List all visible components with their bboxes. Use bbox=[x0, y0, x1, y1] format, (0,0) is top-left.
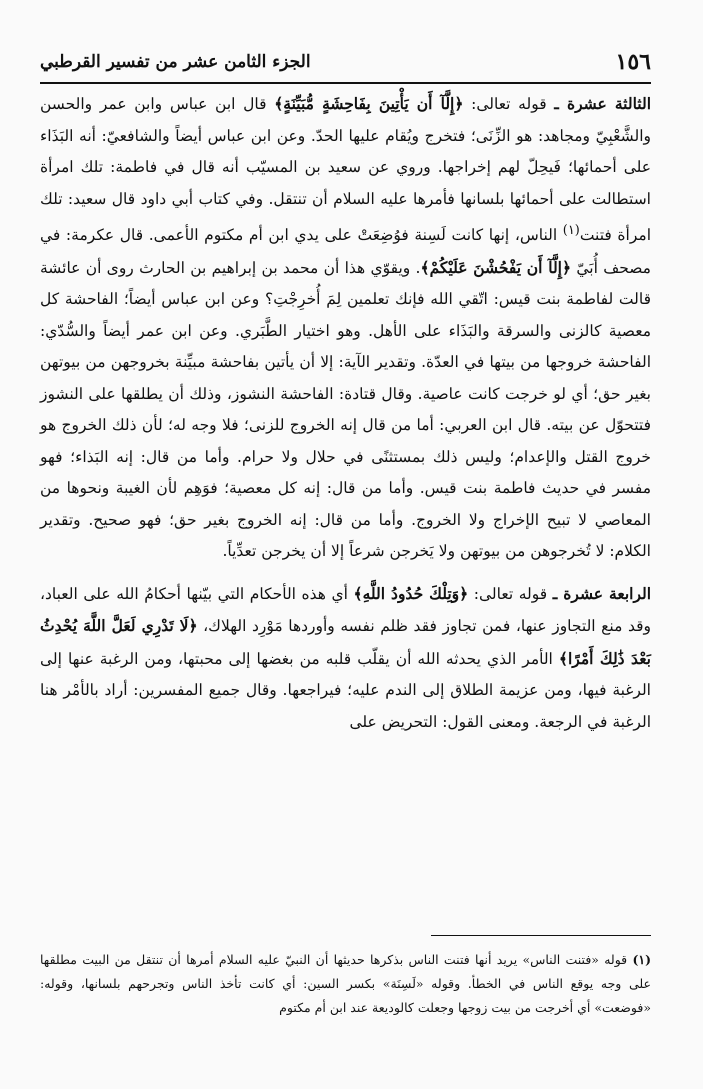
section-intro: قوله تعالى: bbox=[468, 584, 553, 603]
quran-verse: ﴿إِلَّآ أَن يَفْحُشْنَ عَلَيْكُمْ﴾ bbox=[420, 257, 572, 277]
footnote bbox=[40, 948, 651, 1020]
footnote-text: قوله «فتنت الناس» يريد أنها فتنت الناس بذكرها حديثها أن النبيّ عليه السلام أمرها أن تنتقل من البيت مطلقها على وجه يوقع الناس في الخطأ. وقوله «لَسِنَة» بكسر السين: أي كانت تأخذ الناس وتجرحهم بلسانها، وقوله: «فوضعت» أي أخرجت من بيت زوجها وجعلت كالوديعة عند ابن أم مكتوم bbox=[40, 952, 651, 1015]
section-fourteen bbox=[40, 578, 651, 739]
paragraph-text: الناس، إنها كانت لَسِنة فوُضِعَتْ على يدي ابن أم مكتوم الأعمى. قال عكرمة: في مصحف أُبَيّ bbox=[40, 226, 651, 277]
main-text bbox=[40, 88, 651, 738]
paragraph-text: الأمر الذي يحدثه الله أن يقلّب قلبه من بغضها إلى محبتها، ومن الرغبة عنها إلى الرغبة فيها، ومن عزيمة الطلاق إلى الندم عليه؛ فيراجعها. وقال جميع المفسرين: أراد بالأمْر هنا الرغبة في الرجعة. ومعنى القول: التحريض على bbox=[40, 649, 651, 731]
page-header bbox=[40, 44, 651, 80]
section-lead: الثالثة عشرة ـ bbox=[554, 94, 652, 113]
section-intro: قوله تعالى: bbox=[463, 95, 555, 113]
quran-verse: ﴿لَا تَدْرِي لَعَلَّ اللَّهَ يُحْدِثُ بَعْدَ ذَٰلِكَ أَمْرًا﴾ bbox=[40, 616, 651, 668]
running-title: الجزء الثامن عشر من تفسير القرطبي bbox=[40, 52, 311, 72]
section-thirteen bbox=[40, 88, 651, 568]
header-rule bbox=[40, 82, 651, 84]
section-lead: الرابعة عشرة ـ bbox=[552, 583, 652, 603]
footnote-rule bbox=[431, 935, 651, 936]
footnote-mark: (١) bbox=[632, 952, 651, 967]
paragraph-text: أي هذه الأحكام التي بيّنها أحكامُ الله على العباد، وقد منع التجاوز عنها، فمن تجاوز فقد ظلم نفسه وأوردها مَوْرِد الهلاك، bbox=[40, 584, 652, 636]
page-number: ١٥٦ bbox=[615, 49, 651, 75]
paragraph-text: قال ابن عباس وابن عمر والحسن والشَّعْبِيّ ومجاهد: هو الزِّنَى؛ فتخرج ويُقام عليها الحدّ. وعن ابن عباس أيضاً والشافعيّ: أنه البَذَاء على أحمائها؛ فَيحِلّ لهم إخراجها. وروي عن سعيد بن المسيّب أنه قال في فاطمة: تلك امرأة استطالت على أحمائها بلسانها فأمرها عليه السلام أن تنتقل. وفي كتاب أبي داود قال سعيد: تلك امرأة فتنت bbox=[40, 95, 652, 245]
footnote-reference[interactable]: (١) bbox=[562, 223, 580, 238]
quran-verse: ﴿وَتِلْكَ حُدُودُ اللَّهِ﴾ bbox=[353, 583, 469, 603]
paragraph-text: . ويقوّي هذا أن محمد بن إبراهيم بن الحارث روى أن عائشة قالت لفاطمة بنت قيس: اتّقي الله فإنك تعلمين لِمَ أُخرِجْتِ؟ وعن ابن عباس أيضاً؛ الفاحشة كل معصية كالزنى والسرقة والبَذَاء على الأهل. وهو اختيار الطَّبَري. وعن ابن عمر أيضاً والسُّدّي: الفاحشة خروجها من بيتها في العدّة. وتقدير الآية: إلا أن يأتين بفاحشة مبيِّنة بخروجهن من بيوتهن بغير حق؛ أي لو خرجت كانت عاصية. وقال قتادة: الفاحشة النشوز، وذلك أن يطلقها على النشوز فتتحوّل عن بيته. قال ابن العربي: أما من قال إنه الخروج للزنى؛ فلا وجه له؛ لأن ذلك الخروج هو خروج القتل والإعدام؛ وليس ذلك بمستثنًى في حلال ولا حرام. وأما من قال: إنه البَذاء؛ فهو مفسر في حديث فاطمة بنت قيس. وأما من قال: إنه كل معصية؛ فوَهِم لأن الغيبة ونحوها من المعاصي لا تبيح الإخراج ولا الخروج. وأما من قال: إنه الخروج بغير حق؛ فهو صحيح. وتقدير الكلام: لا تُخرجوهن من بيوتهن ولا يَخرجن شرعاً إلا أن يخرجن تعدِّياً. bbox=[40, 258, 651, 561]
quran-verse: ﴿إِلَّآ أَن يَأْتِينَ بِفَاحِشَةٍ مُّبَيِّنَةٍ﴾ bbox=[274, 94, 464, 113]
